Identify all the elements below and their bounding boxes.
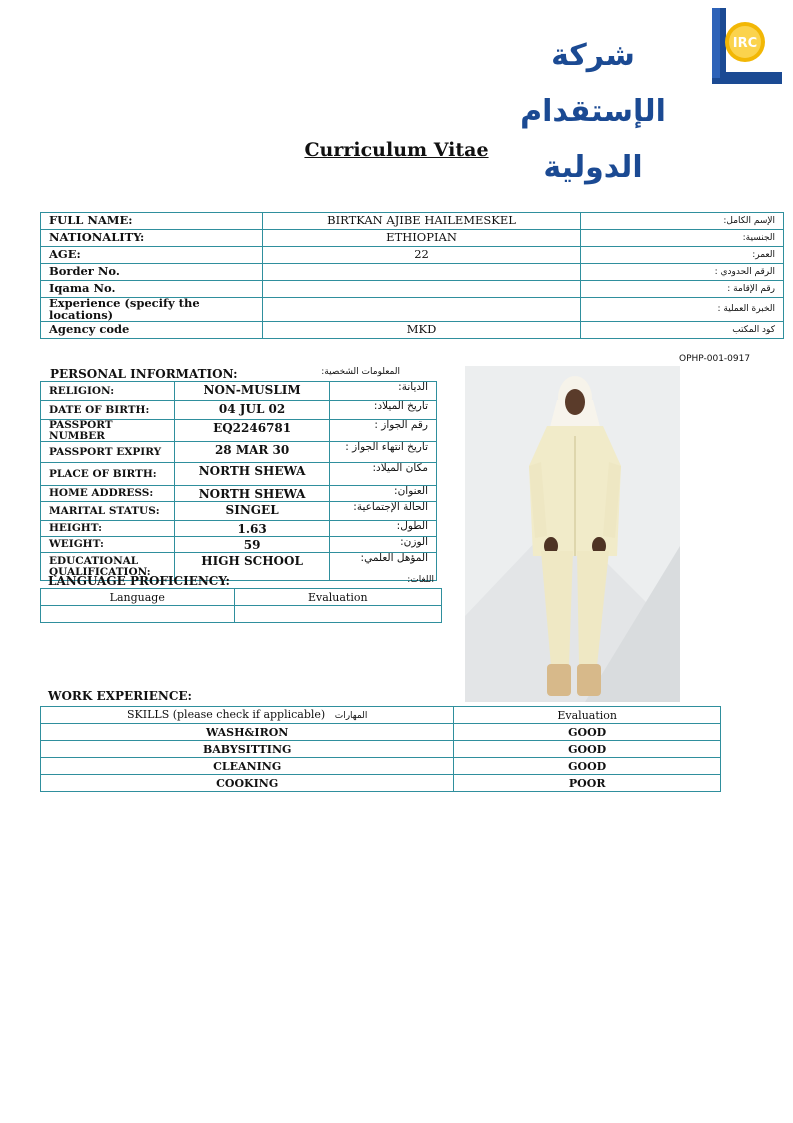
personal-info-label: PASSPORT NUMBER: [41, 420, 175, 442]
info-label-arabic: الإسم الكامل:: [581, 213, 784, 230]
personal-info-value: 28 MAR 30: [174, 442, 329, 463]
info-row: [41, 213, 784, 230]
company-logo-arabic-name: شركة الإستقدام الدولية: [520, 38, 666, 185]
personal-info-row: [41, 420, 437, 442]
skills-table: [40, 706, 721, 792]
personal-info-value: SINGEL: [174, 502, 329, 521]
general-info-table: [40, 212, 784, 339]
personal-info-row: [41, 442, 437, 463]
personal-info-value: 04 JUL 02: [174, 401, 329, 420]
info-label: NATIONALITY:: [41, 230, 263, 247]
personal-info-row: [41, 502, 437, 521]
candidate-photo: [465, 366, 680, 702]
company-logo-initials: IRC: [732, 36, 758, 51]
skill-row: [41, 741, 721, 758]
candidate-figure-illustration: [465, 366, 680, 702]
skill-name: CLEANING: [41, 758, 454, 775]
info-label-arabic: رقم الإقامة :: [581, 281, 784, 298]
language-evaluation-cell: [234, 606, 441, 623]
info-row: [41, 281, 784, 298]
skill-evaluation: GOOD: [454, 724, 721, 741]
personal-info-label-arabic: الطول:: [330, 521, 437, 537]
personal-info-value: NON-MUSLIM: [174, 382, 329, 401]
info-row: [41, 230, 784, 247]
info-label: Agency code: [41, 322, 263, 339]
skill-row: [41, 775, 721, 792]
personal-info-label-arabic: المؤهل العلمي:: [330, 553, 437, 581]
skill-row: [41, 758, 721, 775]
reference-code: OPHP-001-0917: [679, 354, 751, 364]
personal-info-row: [41, 521, 437, 537]
info-label-arabic: الخبرة العملية :: [581, 298, 784, 322]
personal-info-label-arabic: الديانة:: [330, 382, 437, 401]
personal-info-row: [41, 463, 437, 486]
info-row: [41, 298, 784, 322]
personal-info-row: [41, 382, 437, 401]
personal-info-value: NORTH SHEWA: [174, 463, 329, 486]
personal-info-row: [41, 401, 437, 420]
info-row: [41, 264, 784, 281]
evaluation-column-header: Evaluation: [234, 589, 441, 606]
info-label-arabic: كود المكتب: [581, 322, 784, 339]
info-label: Experience (specify the locations): [41, 298, 263, 322]
skill-name: COOKING: [41, 775, 454, 792]
info-value: [262, 281, 581, 298]
personal-info-row: [41, 486, 437, 502]
info-label-arabic: العمر:: [581, 247, 784, 264]
personal-info-label: RELIGION:: [41, 382, 175, 401]
personal-info-label: PLACE OF BIRTH:: [41, 463, 175, 486]
personal-info-label-arabic: مكان الميلاد:: [330, 463, 437, 486]
info-value: ETHIOPIAN: [262, 230, 581, 247]
skill-row: [41, 724, 721, 741]
skills-header-label: SKILLS (please check if applicable): [126, 708, 326, 721]
page-title: Curriculum Vitae: [304, 139, 489, 161]
personal-info-label: PASSPORT EXPIRY: [41, 442, 175, 463]
personal-info-label: MARITAL STATUS:: [41, 502, 175, 521]
personal-info-heading: PERSONAL INFORMATION:: [50, 367, 238, 381]
personal-info-value: EQ2246781: [174, 420, 329, 442]
info-label: AGE:: [41, 247, 263, 264]
skill-evaluation: POOR: [454, 775, 721, 792]
personal-info-heading-arabic: المعلومات الشخصية:: [321, 367, 400, 377]
skills-evaluation-header: Evaluation: [454, 707, 721, 724]
info-row: [41, 322, 784, 339]
personal-info-value: NORTH SHEWA: [174, 486, 329, 502]
info-label-arabic: الرقم الحدودي :: [581, 264, 784, 281]
info-value: BIRTKAN AJIBE HAILEMESKEL: [262, 213, 581, 230]
skill-name: WASH&IRON: [41, 724, 454, 741]
skill-evaluation: GOOD: [454, 741, 721, 758]
info-value: 22: [262, 247, 581, 264]
personal-info-label-arabic: تاريخ الميلاد:: [330, 401, 437, 420]
personal-info-value: 59: [174, 537, 329, 553]
info-label: Border No.: [41, 264, 263, 281]
company-logo-mark: [712, 8, 782, 86]
personal-info-label-arabic: العنوان:: [330, 486, 437, 502]
personal-info-label-arabic: الوزن:: [330, 537, 437, 553]
info-value: [262, 264, 581, 281]
language-heading-arabic: اللغات:: [407, 575, 434, 585]
personal-info-label: WEIGHT:: [41, 537, 175, 553]
personal-info-value: HIGH SCHOOL: [174, 553, 329, 581]
personal-info-label: HEIGHT:: [41, 521, 175, 537]
skill-name: BABYSITTING: [41, 741, 454, 758]
personal-info-label-arabic: رقم الجواز :: [330, 420, 437, 442]
personal-info-label-arabic: الحالة الإجتماعية:: [330, 502, 437, 521]
personal-info-label: DATE OF BIRTH:: [41, 401, 175, 420]
work-experience-heading: WORK EXPERIENCE:: [48, 689, 192, 703]
language-table: [40, 588, 442, 623]
info-label: Iqama No.: [41, 281, 263, 298]
info-value: [262, 298, 581, 322]
personal-info-table: [40, 381, 437, 581]
skills-column-header: [41, 707, 454, 724]
personal-info-row: [41, 537, 437, 553]
info-label-arabic: الجنسية:: [581, 230, 784, 247]
language-column-header: Language: [41, 589, 235, 606]
info-value: MKD: [262, 322, 581, 339]
info-row: [41, 247, 784, 264]
personal-info-label: HOME ADDRESS:: [41, 486, 175, 502]
language-heading: LANGUAGE PROFICIENCY:: [48, 574, 230, 588]
skills-header-arabic: المهارات: [334, 711, 368, 721]
personal-info-value: 1.63: [174, 521, 329, 537]
personal-info-label-arabic: تاريخ انتهاء الجواز :: [330, 442, 437, 463]
info-label: FULL NAME:: [41, 213, 263, 230]
skill-evaluation: GOOD: [454, 758, 721, 775]
personal-info-label: EDUCATIONAL QUALIFICATION:: [41, 553, 175, 581]
language-cell: [41, 606, 235, 623]
